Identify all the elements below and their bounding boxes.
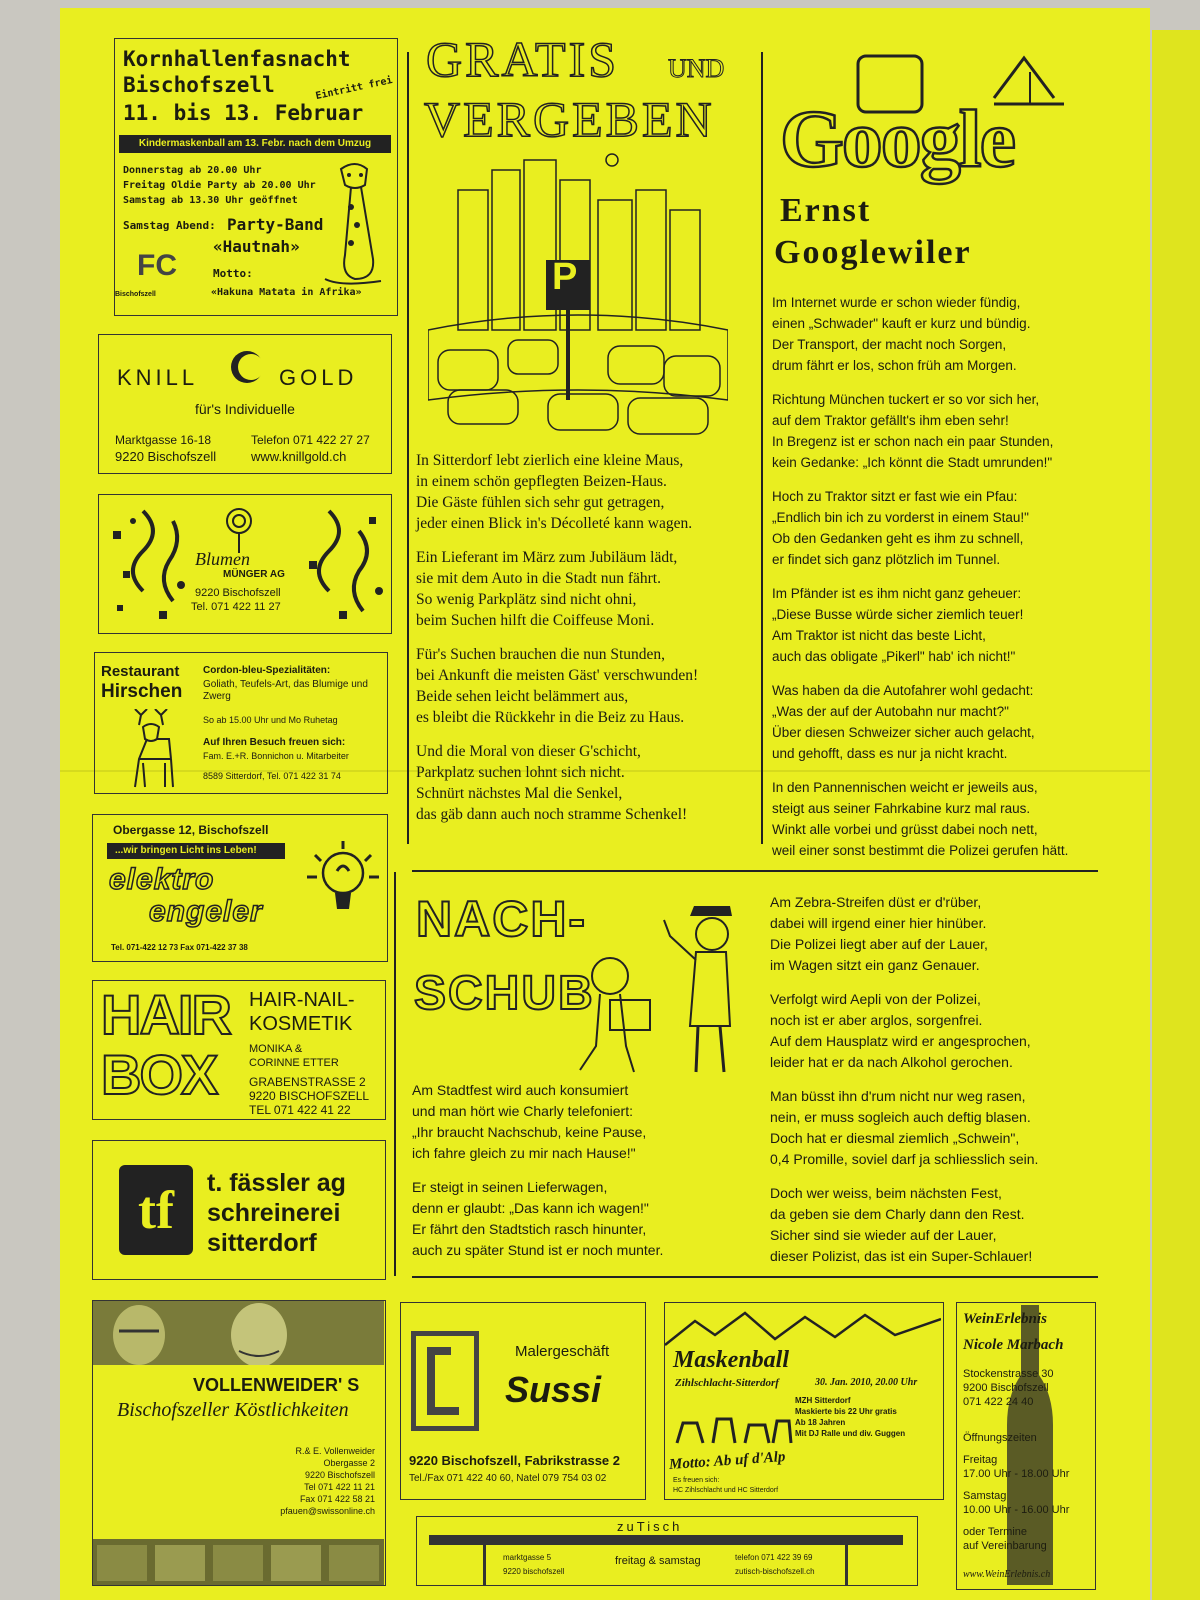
nachschub-stanza: Verfolgt wird Aepli von der Polizei, noch ist er aber arglos, sorgenfrei. Auf dem Hausplatz wird er angesprochen, leider hat er da nach Alkohol gerochen. [770, 991, 1031, 1070]
confetti-right-decoration [299, 501, 389, 629]
wein-other1: oder Termine [963, 1526, 1027, 1538]
ad-maskenball [664, 1302, 944, 1500]
giraffe-icon [311, 155, 391, 295]
hairbox-street: GRABENSTRASSE 2 [249, 1075, 366, 1089]
next-page-edge [1152, 30, 1200, 1600]
zutisch-address2: 9220 bischofszell [503, 1567, 565, 1576]
wein-hours-label: Öffnungszeiten [963, 1432, 1037, 1444]
faessler-trade: schreinerei [207, 1199, 341, 1227]
blumen-phone: Tel. 071 422 11 27 [191, 601, 281, 613]
google-logo: Google [780, 93, 1014, 184]
google-poem [772, 292, 1092, 874]
zutisch-days: freitag & samstag [615, 1555, 701, 1567]
gratis-poem [416, 450, 756, 838]
wein-title2: Nicole Marbach [963, 1337, 1064, 1353]
gold-name: GOLD [279, 365, 358, 390]
vollenweider-fax: Fax 071 422 58 21 [299, 1494, 375, 1504]
blumen-name: Blumen [195, 549, 250, 569]
hairbox-city: 9220 BISCHOFSZELL [249, 1089, 370, 1103]
maskenball-hosts1: Es freuen sich: [673, 1477, 720, 1484]
nachschub-stanza: Am Stadtfest wird auch konsumiert und man hört wie Charly telefoniert: „Ihr braucht Nachschub, keine Pause, ich fahre gleich zu mir nach Hause!" [412, 1082, 647, 1161]
maskenball-title: Maskenball [673, 1347, 790, 1373]
wein-contact [963, 1367, 1054, 1409]
deer-icon [121, 709, 181, 789]
gratis-title-und: UND [668, 54, 725, 83]
wein-hours [963, 1431, 1069, 1553]
hirschen-restaurant-label: Restaurant [101, 663, 180, 680]
maskenball-place: Zihlschlacht-Sitterdorf [675, 1377, 779, 1389]
vollenweider-email: pfauen@swissonline.ch [280, 1506, 375, 1516]
police-cartoon-image [560, 896, 760, 1080]
fasnacht-motto-label: Motto: [213, 267, 253, 280]
gratis-right-rule [761, 52, 763, 844]
wein-city: 9200 Bischofszell [963, 1382, 1049, 1394]
vollenweider-city: 9220 Bischofszell [304, 1470, 375, 1480]
maskenball-date: 30. Jan. 2010, 20.00 Uhr [815, 1377, 918, 1388]
parking-sign-letter: P [552, 256, 578, 298]
zutisch-table-leg-right [845, 1545, 848, 1585]
vollenweider-tagline: Bischofszeller Köstlichkeiten [117, 1399, 349, 1421]
hirschen-name: Hirschen [101, 681, 183, 702]
hairbox-logo-hair: HAIR [101, 983, 230, 1046]
hairbox-title2: KOSMETIK [249, 1013, 353, 1035]
zutisch-web: zutisch-bischofszell.ch [735, 1567, 815, 1576]
faessler-name: t. fässler ag [207, 1169, 346, 1197]
ad-knill-gold [98, 334, 392, 474]
maskenball-hosts2: HC Zihlschlacht und HC Sitterdorf [673, 1487, 779, 1494]
knill-city: 9220 Bischofszell [115, 449, 217, 464]
ad-fasnacht [114, 38, 398, 316]
elektro-slogan-banner [107, 843, 285, 859]
maskenball-details [795, 1395, 905, 1439]
wein-title1: WeinErlebnis [963, 1311, 1047, 1327]
hirschen-address: 8589 Sitterdorf, Tel. 071 422 31 74 [203, 771, 341, 781]
vollenweider-photo-strip [93, 1539, 384, 1585]
sussi-logo [411, 1331, 479, 1431]
fasnacht-motto: «Hakuna Matata in Afrika» [211, 287, 362, 298]
knill-address: Marktgasse 16-18 [115, 433, 212, 447]
ad-zutisch [416, 1516, 918, 1586]
hairbox-logo-box: BOX [101, 1043, 217, 1106]
vollenweider-owners: R.& E. Vollenweider [295, 1446, 375, 1456]
gratis-stanza: In Sitterdorf lebt zierlich eine kleine Maus, in einem schön gepflegten Beizen-Haus. Die Gäste fühlen sich sehr gut getragen, jeder einen Blick in's Décolleté kann wagen. [416, 452, 693, 532]
hirschen-hours: So ab 15.00 Uhr und Mo Ruhetag [203, 715, 338, 725]
fasnacht-schedule [123, 163, 316, 208]
nachschub-stanza: Man büsst ihn d'rum nicht nur weg rasen, nein, er muss sogleich auch deftig blasen. Doch hat er diesmal ziemlich „Schwein", 0,4 Promille, soviel darf ja schliesslich sein. [770, 1088, 1039, 1167]
fasnacht-line3: Samstag ab 13.30 Uhr geöffnet [123, 195, 298, 206]
blumen-city: 9220 Bischofszell [195, 587, 281, 599]
fasnacht-band1: Party-Band [227, 215, 324, 234]
ad-elektro-engeler [92, 814, 388, 962]
engeler-name: engeler [149, 895, 263, 928]
maskenball-motto: Motto: Ab uf d'Alp [668, 1448, 786, 1474]
maskenball-line1: Maskierte bis 22 Uhr gratis [795, 1407, 897, 1416]
maskenball-line3: Mit DJ Ralle und div. Guggen [795, 1429, 906, 1438]
vollenweider-contact [280, 1445, 375, 1517]
elektro-contact: Tel. 071-422 12 73 Fax 071-422 37 38 [111, 943, 248, 952]
fasnacht-town: Bischofszell [123, 73, 275, 97]
sussi-name: Sussi [505, 1369, 602, 1410]
knill-tagline: für's Individuelle [195, 401, 295, 417]
confetti-left-decoration [103, 501, 193, 629]
faessler-logo-text: tf [138, 1180, 174, 1240]
fasnacht-dates: 11. bis 13. Februar [123, 101, 364, 125]
google-stanza: Im Pfänder ist es ihm nicht ganz geheuer: „Diese Busse würde sicher ziemlich teuer! Am Traktor ist nicht das beste Licht, auch das obligate „Pikerl" hab' ich nicht!" [772, 586, 1024, 664]
fc-logo-text: FC [137, 249, 177, 282]
wein-sat: Samstag [963, 1490, 1007, 1502]
google-stanza: In den Pannennischen weicht er jeweils aus, steigt aus seiner Fahrkabine kurz mal raus. Winkt alle vorbei und grüsst dabei noch nett, weil einer sonst bestimmt die Polizei gerufen hätt. [772, 780, 1069, 858]
wein-web: www.WeinErlebnis.ch [963, 1569, 1051, 1580]
animals-silhouettes [673, 1403, 793, 1449]
sussi-phone: Tel./Fax 071 422 40 60, Natel 079 754 03 02 [409, 1473, 607, 1484]
knill-name: KNILL [117, 365, 199, 390]
flower-icon [219, 505, 259, 555]
nachschub-stanza: Doch wer weiss, beim nächsten Fest, da geben sie dem Charly dann den Rest. Sicher sind sie wieder auf der Lauer, dieser Polizist, das ist ein Super-Schlauer! [770, 1185, 1033, 1264]
nachschub-poem-right [770, 892, 1100, 1280]
hairbox-title1: HAIR-NAIL- [249, 989, 355, 1011]
ad-restaurant-hirschen [94, 652, 388, 794]
google-stanza: Im Internet wurde er schon wieder fündig, einen „Schwader" kauft er kurz und bündig. Der Transport, der macht noch Sorgen, drum fährt er los, schon früh am Morgen. [772, 295, 1031, 373]
fc-logo [137, 249, 177, 283]
nachschub-stanza: Am Zebra-Streifen düst er d'rüber, dabei will irgend einer hier hinüber. Die Polizei liegt aber auf der Lauer, im Wagen sitzt ein ganz Genauer. [770, 894, 988, 973]
hairbox-names2: CORINNE ETTER [249, 1057, 339, 1069]
fc-town: Bischofszell [115, 291, 156, 298]
hirschen-spec-title: Cordon-bleu-Spezialitäten: [203, 665, 331, 676]
wein-phone: 071 422 24 40 [963, 1396, 1034, 1408]
zutisch-table-leg-left [483, 1545, 486, 1585]
mountains-drawing [665, 1309, 941, 1349]
sussi-address: 9220 Bischofszell, Fabrikstrasse 2 [409, 1453, 621, 1468]
ad-vollenweider [92, 1300, 386, 1586]
fasnacht-line1: Donnerstag ab 20.00 Uhr [123, 165, 262, 176]
elektro-name: elektro [109, 863, 215, 896]
fasnacht-line2: Freitag Oldie Party ab 20.00 Uhr [123, 180, 316, 191]
fasnacht-title: Kornhallenfasnacht [123, 47, 351, 71]
google-title-googlewiler: Googlewiler [774, 234, 972, 271]
hirschen-spec: Goliath, Teufels-Art, das Blumige und Zwerg [203, 679, 368, 702]
nachschub-poem-left [412, 1080, 752, 1274]
knill-phone: Telefon 071 422 27 27 [251, 433, 370, 447]
wein-street: Stockenstrasse 30 [963, 1368, 1054, 1380]
gratis-stanza: Und die Moral von dieser G'schicht, Parkplatz suchen lohnt sich nicht. Schnürt nächstes Mal die Senkel, das gäb dann auch noch stramme Schenkel! [416, 743, 688, 823]
vollenweider-tel: Tel 071 422 11 21 [304, 1482, 375, 1492]
nachschub-title2: SCHUB [414, 967, 595, 1020]
maskenball-venue: MZH Sitterdorf [795, 1396, 851, 1405]
fasnacht-kinder-banner [119, 135, 391, 153]
wein-fri-time: 17.00 Uhr - 18.00 Uhr [963, 1468, 1070, 1480]
fasnacht-samstag-label: Samstag Abend: [123, 219, 216, 232]
ad-hair-box [92, 980, 386, 1120]
elektro-address: Obergasse 12, Bischofszell [113, 823, 269, 837]
wein-other2: auf Vereinbarung [963, 1540, 1047, 1552]
hairbox-names1: MONIKA & [249, 1043, 303, 1055]
knill-moon-logo [229, 347, 265, 387]
vollenweider-name: VOLLENWEIDER' S [193, 1375, 360, 1395]
google-stanza: Richtung München tuckert er so vor sich her, auf dem Traktor gefällt's ihm eben sehr! In Bregenz ist er schon nach ein paar Stunden, kein Gedanke: „Ich könnt die Stadt umrunden!" [772, 392, 1054, 470]
zutisch-table-top [429, 1535, 903, 1545]
google-stanza: Was haben da die Autofahrer wohl gedacht: „Was der auf der Autobahn nur macht?" Über diesen Schweizer sicher auch gelacht, und gehofft, dass es nur ja nicht kracht. [772, 683, 1035, 761]
lightbulb-icon [303, 837, 381, 923]
gratis-title-vergeben: VERGEBEN [424, 91, 715, 147]
ad-blumen-muenger [98, 494, 392, 634]
knill-web: www.knillgold.ch [251, 449, 347, 464]
gratis-stanza: Ein Lieferant im März zum Jubiläum lädt, sie mit dem Auto in die Stadt nun fährt. So wenig Parkplätz sind nicht ohni, beim Suchen hilft die Coiffeuse Moni. [416, 549, 678, 629]
hairbox-phone: TEL 071 422 41 22 [249, 1103, 351, 1117]
zutisch-name: zuTisch [617, 1519, 683, 1534]
faessler-town: sitterdorf [207, 1229, 317, 1257]
ad-weinerlebnis [956, 1302, 1096, 1590]
zutisch-address1: marktgasse 5 [503, 1553, 552, 1562]
parking-cartoon-image [428, 150, 728, 440]
sussi-trade: Malergeschäft [515, 1343, 610, 1360]
hirschen-visit: Auf Ihren Besuch freuen sich: [203, 737, 346, 748]
hirschen-owners: Fam. E.+R. Bonnichon u. Mitarbeiter [203, 751, 349, 761]
elektro-slogan: ...wir bringen Licht ins Leben! [115, 845, 257, 856]
google-stanza: Hoch zu Traktor sitzt er fast wie ein Pfau: „Endlich bin ich zu vorderst in einem Stau!" Ob den Gedanken geht es ihm zu schnell, er findet sich ganz plötzlich im Tunnel. [772, 489, 1029, 567]
gratis-title: GRATIS [426, 31, 620, 87]
portrait-faces-image [93, 1301, 384, 1365]
fasnacht-eintritt: Eintritt frei [314, 74, 394, 103]
nachschub-top-rule [412, 870, 1098, 872]
wein-sat-time: 10.00 Uhr - 16.00 Uhr [963, 1504, 1070, 1516]
food-photos-image [93, 1539, 384, 1585]
nachschub-title1: NACH- [416, 891, 588, 947]
gratis-stanza: Für's Suchen brauchen die nun Stunden, bei Ankunft die meisten Gäst' verschwunden! Beide sehen leicht belämmert aus, es bleibt die Rückkehr in die Beiz zu Haus. [416, 646, 699, 726]
ad-faessler-schreinerei [92, 1140, 386, 1280]
google-title-ernst: Ernst [780, 192, 872, 229]
gratis-left-rule [407, 52, 409, 844]
wein-fri: Freitag [963, 1454, 998, 1466]
vollenweider-street: Obergasse 2 [323, 1458, 375, 1468]
nachschub-left-rule [394, 872, 396, 1276]
ad-malergeschaeft-sussi [400, 1302, 646, 1500]
nachschub-stanza: Er steigt in seinen Lieferwagen, denn er glaubt: „Das kann ich wagen!" Er fährt den Stadtstich rasch hinunter, auch zu später Stund ist er noch munter. [412, 1179, 664, 1258]
zutisch-phone: telefon 071 422 39 69 [735, 1553, 813, 1562]
vollenweider-photo [93, 1301, 384, 1365]
maskenball-line2: Ab 18 Jahren [795, 1418, 846, 1427]
fasnacht-kinder-text: Kindermaskenball am 13. Febr. nach dem Umzug [138, 138, 372, 149]
muenger-name: MÜNGER AG [223, 569, 285, 580]
fasnacht-band2: «Hautnah» [213, 237, 300, 256]
faessler-logo [119, 1165, 193, 1255]
